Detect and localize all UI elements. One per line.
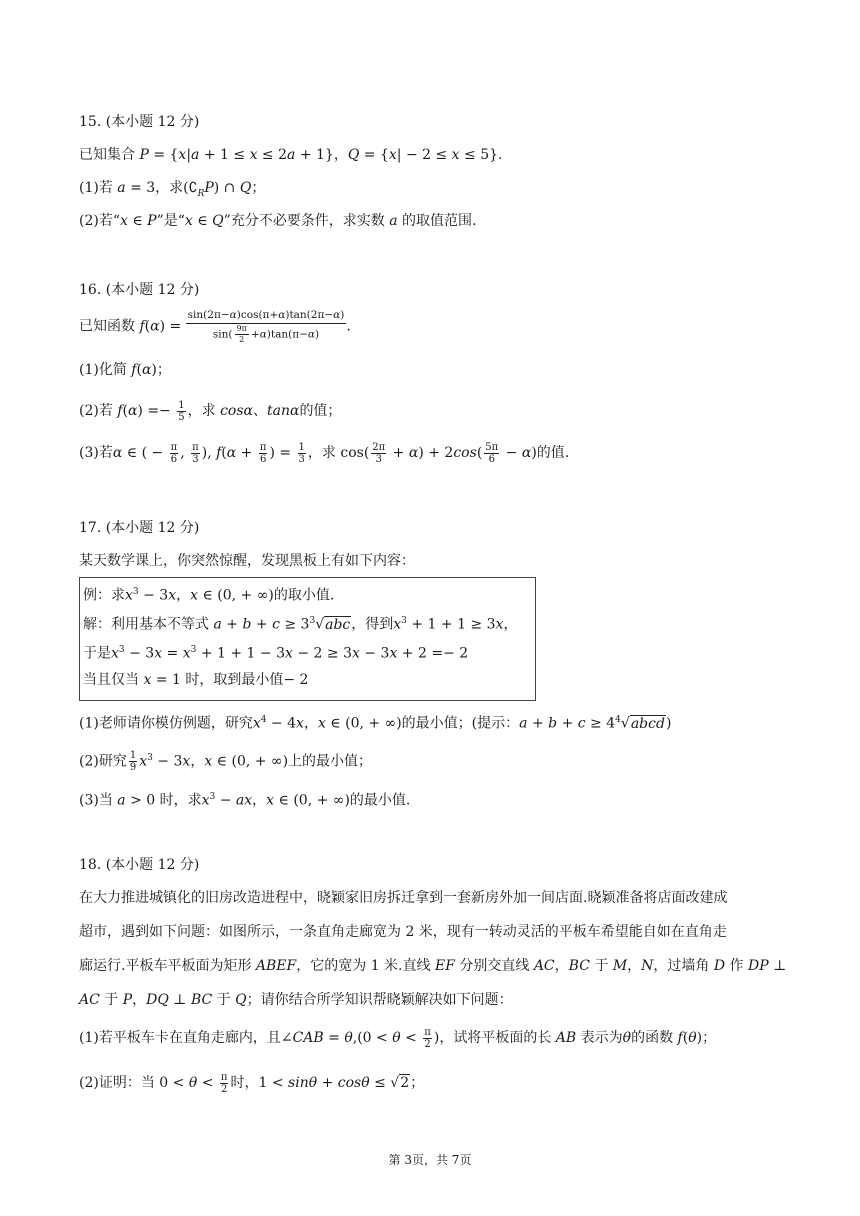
q18-line4: AC 于 P，DQ ⊥ BC 于 Q；请你结合所学知识帮晓颖解决如下问题： bbox=[79, 992, 513, 1008]
q17-part3: (3)当 a > 0 时，求$x^3$ − ax，x ∈ (0, + ∞)的最小值. bbox=[79, 792, 411, 809]
q15-line2: (1)若 a = 3，求$(∁_RP)$ ∩ Q； bbox=[79, 180, 266, 199]
q16-header: 16. (本小题 12 分) bbox=[79, 282, 200, 298]
q15-line3: (2)若“x ∈ P”是“x ∈ Q”充分不必要条件，求实数 a 的取值范围. bbox=[79, 213, 477, 229]
q16-line1: 已知函数 f(α) = sin(2π−α)cos(π+α)tan(2π−α) sin( $\frac{9\pi}{2}$ +α)tan(π−α) . bbox=[79, 309, 351, 344]
q15-header: 15. (本小题 12 分) bbox=[79, 114, 200, 130]
q15-line1: 已知集合 P = {x|a + 1 ≤ x ≤ 2a + 1}，Q = {x| − 2 ≤ x ≤ 5}. bbox=[79, 147, 503, 163]
q16-line3: (2)若 f(α) =− $\frac{1}{5}$ ，求 cosα、tanα的值； bbox=[79, 399, 342, 423]
q16-line4: (3)若α ∈ ( − $\frac{\pi}{6}$ , $\frac{\pi}{3}$ ), f(α + $\frac{\pi}{6}$ ) = $\frac{1}{3}$ ，求 cos( $\frac{2\pi}{3}$ + α) + 2cos( $\frac{5\pi}{6}$ − α)的值. bbox=[79, 441, 570, 465]
box-line3: 于是$x^3 - 3x = x^3 + 1 + 1 - 3x - 2 \ge 3x - 3x + 2 =- 2$ bbox=[83, 645, 469, 662]
q17-intro: 某天数学课上，你突然惊醒，发现黑板上有如下内容： bbox=[79, 553, 415, 569]
page-footer: 第 3页，共 7页 bbox=[388, 1153, 472, 1167]
q17-example-box bbox=[79, 577, 536, 701]
q17-part2: (2)研究 $\frac{1}{9}$ $x^3 - 3x$，x ∈ (0, + ∞)上的最小值； bbox=[79, 750, 373, 774]
q18-line3: 廊运行.平板车平板面为矩形 ABEF，它的宽为 1 米.直线 EF 分别交直线 AC，BC 于 M，N，过墙角 D 作 DP ⊥ bbox=[79, 958, 787, 974]
q17-header: 17. (本小题 12 分) bbox=[79, 520, 200, 536]
box-line1: 例：求$x^3 - 3x$，x ∈ (0, + ∞)的取小值. bbox=[83, 587, 335, 604]
q16-line2: (1)化简 f(α)； bbox=[79, 362, 171, 378]
q17-part1: (1)老师请你模仿例题，研究$x^4 - 4x$，x ∈ (0, + ∞)的最小值；(提示：$a + b + c \ge 4^4√abcd$) bbox=[79, 715, 672, 732]
q16-fraction: sin(2π−α)cos(π+α)tan(2π−α) sin( $\frac{9\pi}{2}$ +α)tan(π−α) bbox=[187, 309, 345, 344]
box-line4: 当且仅当 x = 1 时，取到最小值− 2 bbox=[83, 672, 309, 688]
q18-line2: 超市，遇到如下问题：如图所示，一条直角走廊宽为 2 米，现有一转动灵活的平板车希望能自如在直角走 bbox=[79, 924, 727, 940]
q18-part2: (2)证明：当 0 < θ < $\frac{\pi}{2}$ 时，1 < sinθ + cosθ ≤ √2； bbox=[79, 1071, 425, 1095]
q18-part1: (1)若平板车卡在直角走廊内，且∠CAB = θ,(0 < θ < $\frac{\pi}{2}$ )，试将平板面的长 AB 表示为θ的函数 f(θ)； bbox=[79, 1026, 717, 1050]
box-line2: 解：利用基本不等式 $a + b + c \ge 3^3√abc$，得到$x^3 + 1 + 1 \ge 3x$， bbox=[83, 616, 518, 633]
q18-header: 18. (本小题 12 分) bbox=[79, 857, 200, 873]
q18-line1: 在大力推进城镇化的旧房改造进程中，晓颖家旧房拆迁拿到一套新房外加一间店面.晓颖准备将店面改建成 bbox=[79, 890, 728, 906]
